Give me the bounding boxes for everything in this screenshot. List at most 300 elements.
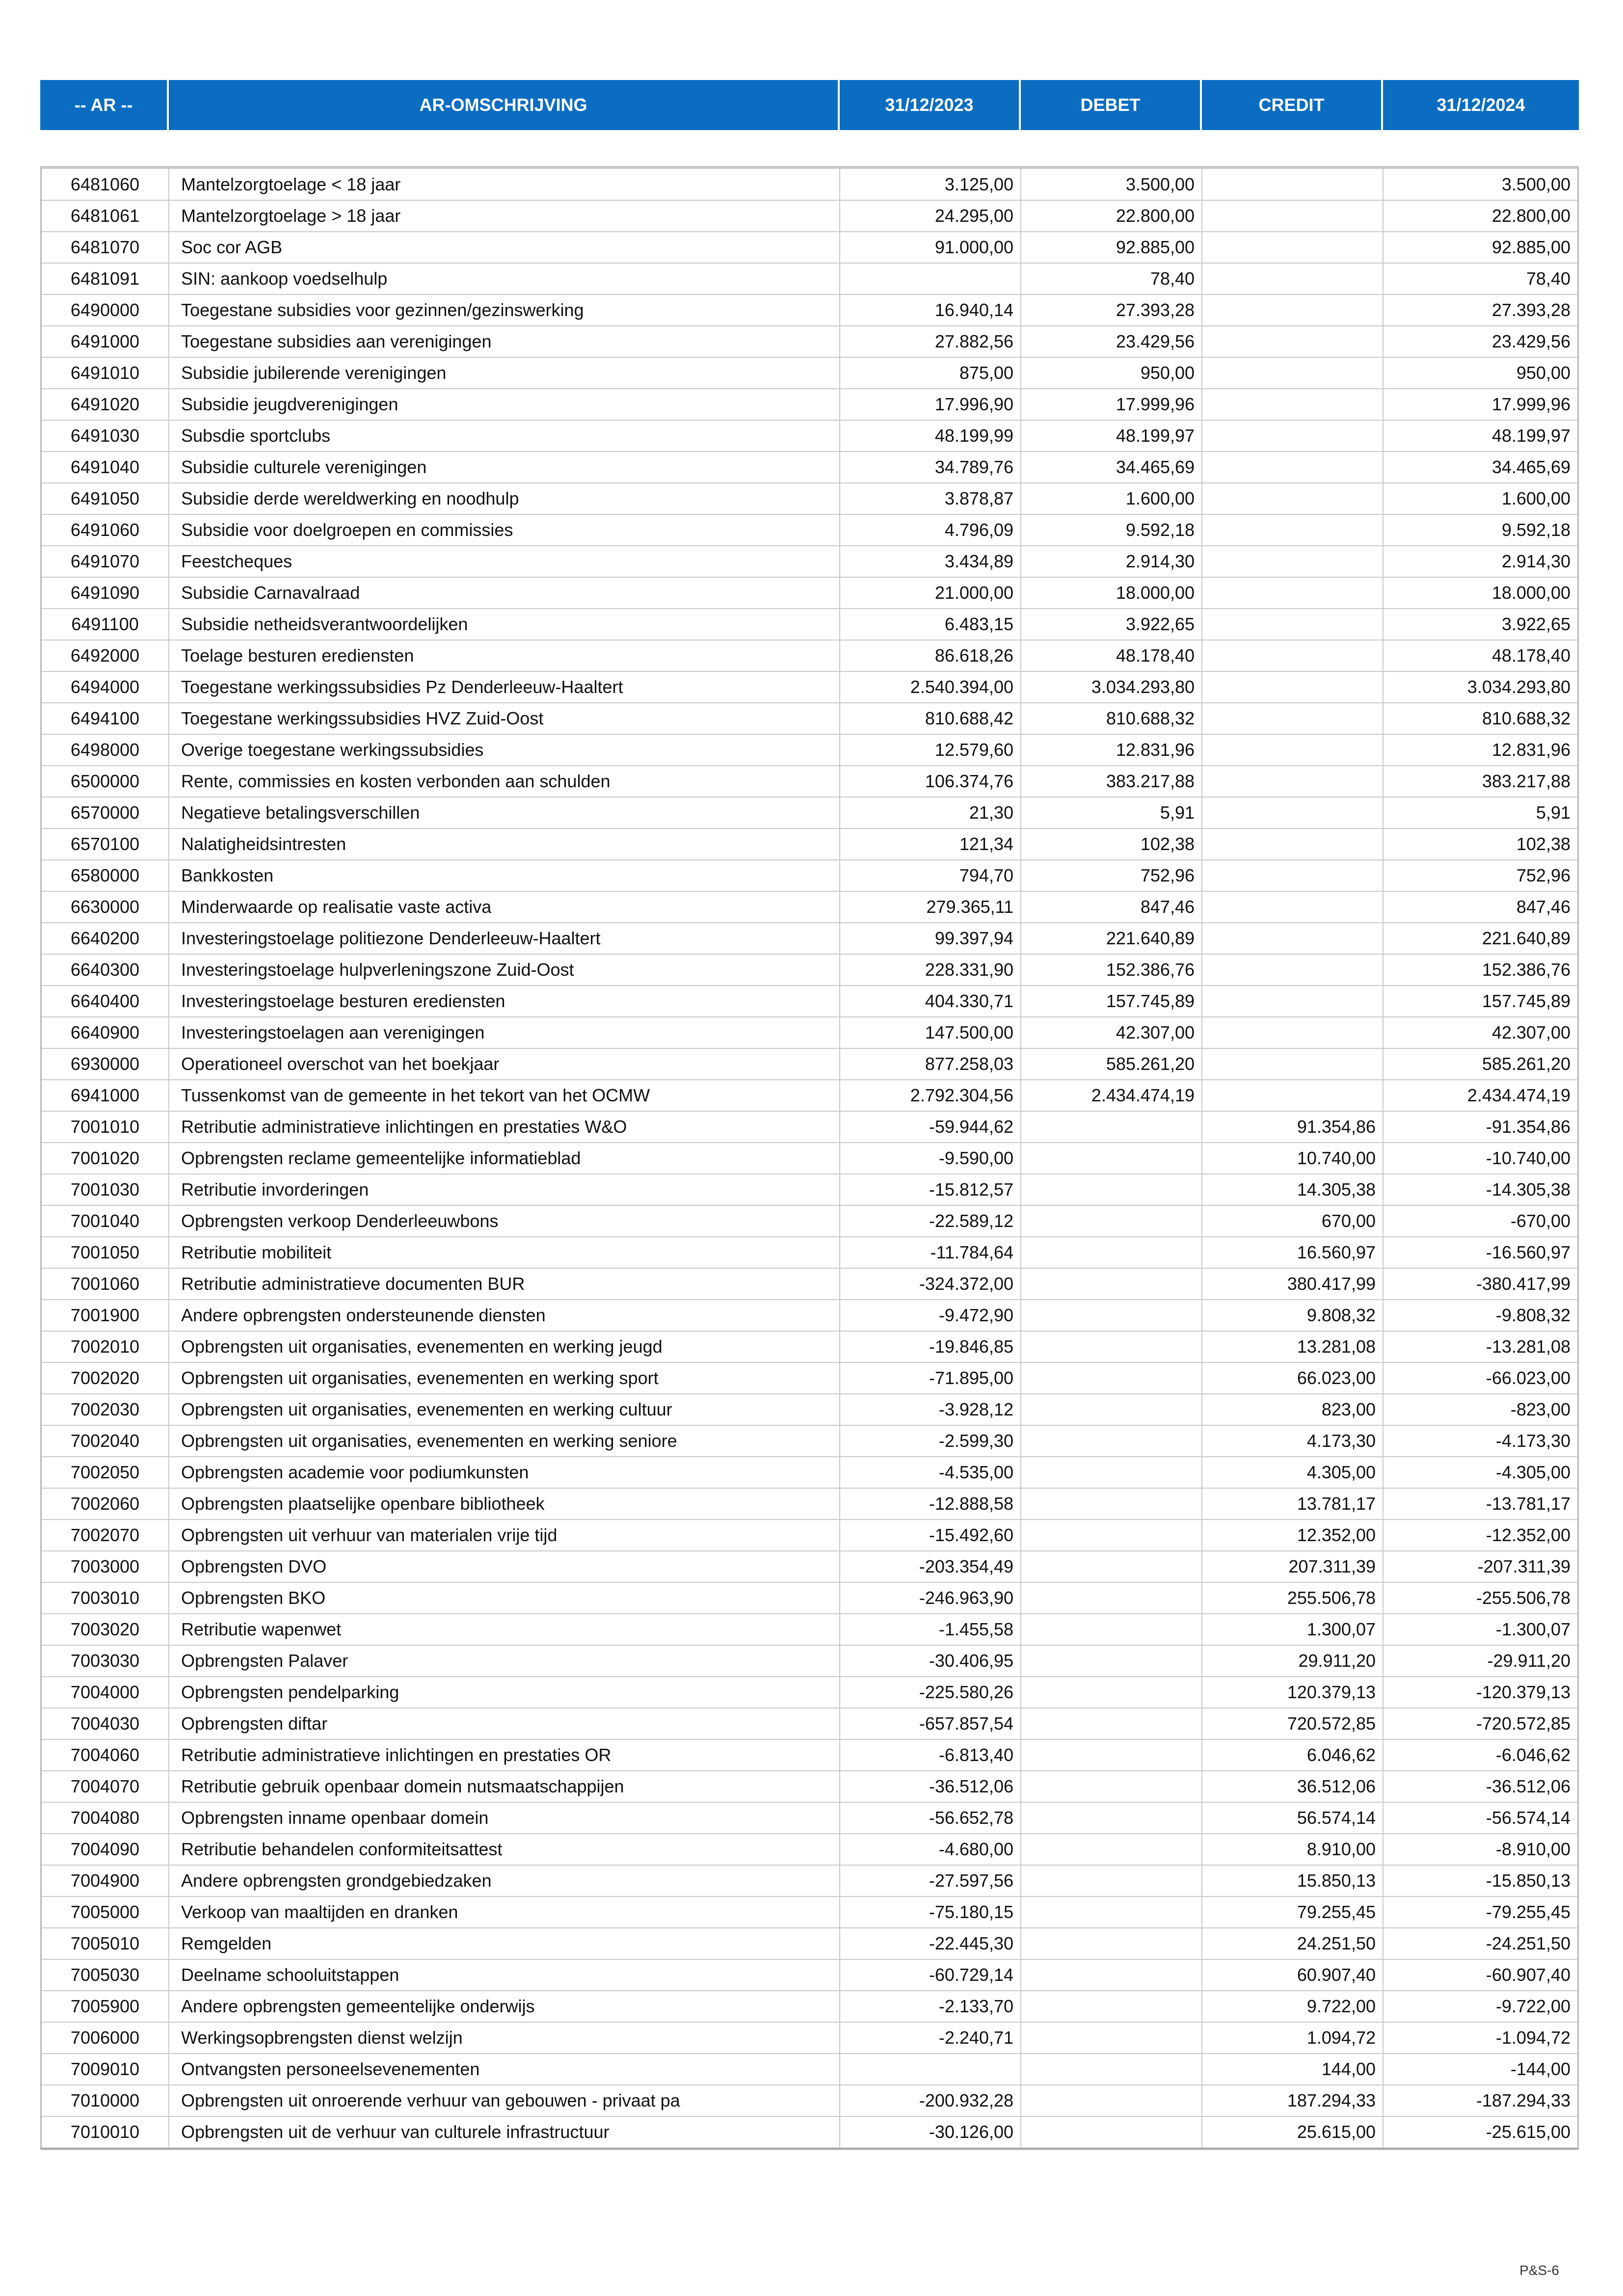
account-code-cell: 7003030	[42, 1645, 169, 1677]
table-row	[42, 671, 1577, 703]
balance-2024-cell: -10.740,00	[1383, 1143, 1577, 1174]
balance-2023-cell: 2.540.394,00	[840, 671, 1021, 703]
account-code-cell: 7003020	[42, 1614, 169, 1645]
table-row	[42, 2054, 1577, 2085]
credit-cell	[1202, 420, 1383, 452]
debet-cell: 1.600,00	[1021, 483, 1202, 514]
table-row	[42, 483, 1577, 514]
balance-2024-cell: 12.831,96	[1383, 734, 1577, 766]
credit-cell: 16.560,97	[1202, 1237, 1383, 1268]
account-code-cell: 6570100	[42, 828, 169, 860]
balance-2023-cell: 794,70	[840, 860, 1021, 891]
debet-cell: 42.307,00	[1021, 1017, 1202, 1048]
description-cell: Ontvangsten personeelsevenementen	[169, 2054, 840, 2085]
balance-2024-cell: 152.386,76	[1383, 954, 1577, 986]
balance-2023-cell: -15.812,57	[840, 1174, 1021, 1205]
debet-cell: 585.261,20	[1021, 1048, 1202, 1080]
account-code-cell: 6492000	[42, 640, 169, 671]
credit-cell: 1.300,07	[1202, 1614, 1383, 1645]
balance-2023-cell: -59.944,62	[840, 1111, 1021, 1143]
balance-2023-cell: -2.240,71	[840, 2022, 1021, 2054]
balance-2024-cell: -720.572,85	[1383, 1708, 1577, 1739]
credit-cell	[1202, 986, 1383, 1017]
column-header-debet: DEBET	[1021, 80, 1202, 130]
table-row	[42, 1331, 1577, 1362]
credit-cell: 79.255,45	[1202, 1896, 1383, 1928]
account-code-cell: 7004070	[42, 1771, 169, 1802]
description-cell: Opbrengsten reclame gemeentelijke informatieblad	[169, 1143, 840, 1174]
balance-2024-cell: -25.615,00	[1383, 2116, 1577, 2148]
balance-2023-cell: -75.180,15	[840, 1896, 1021, 1928]
balance-2024-cell: -13.781,17	[1383, 1488, 1577, 1520]
table-row	[42, 1771, 1577, 1802]
debet-cell: 752,96	[1021, 860, 1202, 891]
credit-cell	[1202, 828, 1383, 860]
debet-cell	[1021, 1174, 1202, 1205]
description-cell: Rente, commissies en kosten verbonden aan schulden	[169, 766, 840, 797]
balance-2023-cell: -27.597,56	[840, 1865, 1021, 1896]
credit-cell: 12.352,00	[1202, 1520, 1383, 1551]
credit-cell: 144,00	[1202, 2054, 1383, 2085]
balance-2024-cell: 9.592,18	[1383, 514, 1577, 546]
description-cell: Subsdie sportclubs	[169, 420, 840, 452]
balance-2024-cell: 27.393,28	[1383, 294, 1577, 326]
balance-2023-cell: 3.434,89	[840, 546, 1021, 577]
credit-cell	[1202, 609, 1383, 640]
account-code-cell: 6491040	[42, 452, 169, 483]
description-cell: Feestcheques	[169, 546, 840, 577]
credit-cell	[1202, 326, 1383, 357]
balance-2023-cell: -2.133,70	[840, 1991, 1021, 2022]
account-code-cell: 6491070	[42, 546, 169, 577]
table-row	[42, 1959, 1577, 1991]
description-cell: Retributie gebruik openbaar domein nutsmaatschappijen	[169, 1771, 840, 1802]
account-code-cell: 6481070	[42, 232, 169, 263]
account-code-cell: 7002060	[42, 1488, 169, 1520]
debet-cell	[1021, 2116, 1202, 2148]
debet-cell: 3.922,65	[1021, 609, 1202, 640]
account-code-cell: 7010000	[42, 2085, 169, 2116]
credit-cell	[1202, 357, 1383, 389]
credit-cell	[1202, 169, 1383, 200]
table-row	[42, 2116, 1577, 2148]
table-row	[42, 891, 1577, 923]
balance-2023-cell: -71.895,00	[840, 1362, 1021, 1394]
table-row	[42, 860, 1577, 891]
balance-2024-cell: -24.251,50	[1383, 1928, 1577, 1959]
balance-2024-cell: 221.640,89	[1383, 923, 1577, 954]
account-code-cell: 7001050	[42, 1237, 169, 1268]
table-row	[42, 263, 1577, 294]
balance-2023-cell: 16.940,14	[840, 294, 1021, 326]
debet-cell	[1021, 1802, 1202, 1834]
credit-cell: 4.173,30	[1202, 1425, 1383, 1457]
account-code-cell: 7005000	[42, 1896, 169, 1928]
table-row	[42, 1080, 1577, 1111]
table-row	[42, 1048, 1577, 1080]
table-row	[42, 1362, 1577, 1394]
description-cell: SIN: aankoop voedselhulp	[169, 263, 840, 294]
credit-cell	[1202, 389, 1383, 420]
page-number: P&S-6	[1519, 2263, 1559, 2278]
table-row	[42, 1991, 1577, 2022]
balance-2024-cell: 102,38	[1383, 828, 1577, 860]
credit-cell: 56.574,14	[1202, 1802, 1383, 1834]
balance-2023-cell: 99.397,94	[840, 923, 1021, 954]
balance-2024-cell: 17.999,96	[1383, 389, 1577, 420]
balance-2023-cell: 17.996,90	[840, 389, 1021, 420]
balance-2024-cell: 810.688,32	[1383, 703, 1577, 734]
balance-2024-cell: -144,00	[1383, 2054, 1577, 2085]
account-code-cell: 6491050	[42, 483, 169, 514]
account-code-cell: 6481091	[42, 263, 169, 294]
balance-2024-cell: -16.560,97	[1383, 1237, 1577, 1268]
table-row	[42, 1268, 1577, 1300]
description-cell: Investeringstoelage besturen erediensten	[169, 986, 840, 1017]
balance-2023-cell: -2.599,30	[840, 1425, 1021, 1457]
description-cell: Negatieve betalingsverschillen	[169, 797, 840, 828]
debet-cell	[1021, 1771, 1202, 1802]
balance-2024-cell: 5,91	[1383, 797, 1577, 828]
balance-2023-cell: 279.365,11	[840, 891, 1021, 923]
description-cell: Nalatigheidsintresten	[169, 828, 840, 860]
balance-2023-cell: 147.500,00	[840, 1017, 1021, 1048]
debet-cell: 152.386,76	[1021, 954, 1202, 986]
description-cell: Andere opbrengsten grondgebiedzaken	[169, 1865, 840, 1896]
debet-cell: 17.999,96	[1021, 389, 1202, 420]
balance-2023-cell: -30.126,00	[840, 2116, 1021, 2148]
credit-cell	[1202, 452, 1383, 483]
description-cell: Investeringstoelage hulpverleningszone Zuid-Oost	[169, 954, 840, 986]
credit-cell	[1202, 954, 1383, 986]
balance-2023-cell: 12.579,60	[840, 734, 1021, 766]
table-row	[42, 1551, 1577, 1582]
description-cell: Subsidie jeugdverenigingen	[169, 389, 840, 420]
balance-2024-cell: 383.217,88	[1383, 766, 1577, 797]
credit-cell: 13.281,08	[1202, 1331, 1383, 1362]
table-row	[42, 420, 1577, 452]
account-code-cell: 7005010	[42, 1928, 169, 1959]
balance-2024-cell: 585.261,20	[1383, 1048, 1577, 1080]
description-cell: Retributie invorderingen	[169, 1174, 840, 1205]
account-code-cell: 6494100	[42, 703, 169, 734]
balance-2024-cell: 23.429,56	[1383, 326, 1577, 357]
debet-cell	[1021, 1865, 1202, 1896]
debet-cell	[1021, 1205, 1202, 1237]
description-cell: Retributie administratieve documenten BUR	[169, 1268, 840, 1300]
balance-2023-cell: 404.330,71	[840, 986, 1021, 1017]
debet-cell: 27.393,28	[1021, 294, 1202, 326]
balance-2023-cell: -4.680,00	[840, 1834, 1021, 1865]
description-cell: Remgelden	[169, 1928, 840, 1959]
description-cell: Toegestane werkingssubsidies Pz Denderleeuw-Haaltert	[169, 671, 840, 703]
debet-cell	[1021, 2022, 1202, 2054]
table-row	[42, 326, 1577, 357]
description-cell: Andere opbrengsten gemeentelijke onderwijs	[169, 1991, 840, 2022]
table-row	[42, 986, 1577, 1017]
balance-2024-cell: 1.600,00	[1383, 483, 1577, 514]
description-cell: Opbrengsten uit de verhuur van culturele infrastructuur	[169, 2116, 840, 2148]
balance-2023-cell: 4.796,09	[840, 514, 1021, 546]
account-code-cell: 6481061	[42, 200, 169, 232]
account-code-cell: 6500000	[42, 766, 169, 797]
balance-2023-cell: 106.374,76	[840, 766, 1021, 797]
description-cell: Deelname schooluitstappen	[169, 1959, 840, 1991]
balance-2024-cell: 3.500,00	[1383, 169, 1577, 200]
account-code-cell: 7001020	[42, 1143, 169, 1174]
credit-cell: 4.305,00	[1202, 1457, 1383, 1488]
balance-2024-cell: -9.808,32	[1383, 1300, 1577, 1331]
table-row	[42, 1237, 1577, 1268]
balance-2023-cell: -324.372,00	[840, 1268, 1021, 1300]
credit-cell	[1202, 514, 1383, 546]
account-code-cell: 6481060	[42, 169, 169, 200]
balance-2023-cell: -56.652,78	[840, 1802, 1021, 1834]
table-row	[42, 923, 1577, 954]
account-code-cell: 7001040	[42, 1205, 169, 1237]
balance-2024-cell: -207.311,39	[1383, 1551, 1577, 1582]
description-cell: Subsidie Carnavalraad	[169, 577, 840, 609]
credit-cell: 9.808,32	[1202, 1300, 1383, 1331]
balance-2023-cell: 121,34	[840, 828, 1021, 860]
account-code-cell: 6491010	[42, 357, 169, 389]
balance-2024-cell: 752,96	[1383, 860, 1577, 891]
balance-2024-cell: -1.300,07	[1383, 1614, 1577, 1645]
table-row	[42, 389, 1577, 420]
description-cell: Subsidie voor doelgroepen en commissies	[169, 514, 840, 546]
credit-cell: 36.512,06	[1202, 1771, 1383, 1802]
debet-cell: 383.217,88	[1021, 766, 1202, 797]
debet-cell: 9.592,18	[1021, 514, 1202, 546]
balance-2023-cell: 34.789,76	[840, 452, 1021, 483]
balance-2023-cell: -19.846,85	[840, 1331, 1021, 1362]
description-cell: Opbrengsten uit organisaties, evenementen en werking sport	[169, 1362, 840, 1394]
description-cell: Overige toegestane werkingssubsidies	[169, 734, 840, 766]
credit-cell: 29.911,20	[1202, 1645, 1383, 1677]
description-cell: Minderwaarde op realisatie vaste activa	[169, 891, 840, 923]
description-cell: Opbrengsten diftar	[169, 1708, 840, 1739]
description-cell: Opbrengsten uit onroerende verhuur van gebouwen - privaat pa	[169, 2085, 840, 2116]
table-row	[42, 200, 1577, 232]
credit-cell: 380.417,99	[1202, 1268, 1383, 1300]
table-row	[42, 1143, 1577, 1174]
debet-cell: 221.640,89	[1021, 923, 1202, 954]
description-cell: Opbrengsten BKO	[169, 1582, 840, 1614]
column-header-ar: -- AR --	[40, 80, 169, 130]
column-header-2024: 31/12/2024	[1437, 95, 1525, 115]
table-row	[42, 1802, 1577, 1834]
table-row	[42, 703, 1577, 734]
account-code-cell: 7004060	[42, 1739, 169, 1771]
table-row	[42, 1394, 1577, 1425]
account-code-cell: 6498000	[42, 734, 169, 766]
credit-cell	[1202, 766, 1383, 797]
credit-cell: 255.506,78	[1202, 1582, 1383, 1614]
debet-cell	[1021, 1708, 1202, 1739]
description-cell: Retributie mobiliteit	[169, 1237, 840, 1268]
credit-cell: 8.910,00	[1202, 1834, 1383, 1865]
debet-cell	[1021, 1959, 1202, 1991]
balance-2023-cell: 24.295,00	[840, 200, 1021, 232]
account-code-cell: 6580000	[42, 860, 169, 891]
credit-cell	[1202, 923, 1383, 954]
table-row	[42, 1645, 1577, 1677]
debet-cell	[1021, 1582, 1202, 1614]
credit-cell: 670,00	[1202, 1205, 1383, 1237]
table-row	[42, 1739, 1577, 1771]
balance-2023-cell: -203.354,49	[840, 1551, 1021, 1582]
debet-cell: 92.885,00	[1021, 232, 1202, 263]
table-row	[42, 609, 1577, 640]
balance-2023-cell: 877.258,03	[840, 1048, 1021, 1080]
debet-cell	[1021, 1614, 1202, 1645]
table-row	[42, 1520, 1577, 1551]
debet-cell: 102,38	[1021, 828, 1202, 860]
account-code-cell: 7002040	[42, 1425, 169, 1457]
description-cell: Toegestane werkingssubsidies HVZ Zuid-Oost	[169, 703, 840, 734]
debet-cell: 950,00	[1021, 357, 1202, 389]
credit-cell: 91.354,86	[1202, 1111, 1383, 1143]
balance-2024-cell: 22.800,00	[1383, 200, 1577, 232]
description-cell: Opbrengsten uit organisaties, evenementen en werking seniore	[169, 1425, 840, 1457]
description-cell: Subsidie netheidsverantwoordelijken	[169, 609, 840, 640]
debet-cell	[1021, 1111, 1202, 1143]
table-row	[42, 1017, 1577, 1048]
balance-2024-cell: -29.911,20	[1383, 1645, 1577, 1677]
table-body	[42, 169, 1577, 2148]
debet-cell: 847,46	[1021, 891, 1202, 923]
table-row	[42, 1614, 1577, 1645]
table-row	[42, 1457, 1577, 1488]
account-code-cell: 7009010	[42, 2054, 169, 2085]
description-cell: Soc cor AGB	[169, 232, 840, 263]
balance-2024-cell: -79.255,45	[1383, 1896, 1577, 1928]
account-code-cell: 7004000	[42, 1677, 169, 1708]
balance-2023-cell: 2.792.304,56	[840, 1080, 1021, 1111]
account-code-cell: 7002020	[42, 1362, 169, 1394]
column-header-description: AR-OMSCHRIJVING	[169, 80, 840, 130]
account-code-cell: 7003000	[42, 1551, 169, 1582]
debet-cell	[1021, 1739, 1202, 1771]
balance-2023-cell: -12.888,58	[840, 1488, 1021, 1520]
credit-cell	[1202, 703, 1383, 734]
debet-cell: 12.831,96	[1021, 734, 1202, 766]
table-row	[42, 169, 1577, 200]
balance-2024-cell: -6.046,62	[1383, 1739, 1577, 1771]
account-code-cell: 7004080	[42, 1802, 169, 1834]
account-code-cell: 6941000	[42, 1080, 169, 1111]
balance-2024-cell: -4.305,00	[1383, 1457, 1577, 1488]
balance-2024-cell: -60.907,40	[1383, 1959, 1577, 1991]
table-row	[42, 766, 1577, 797]
debet-cell	[1021, 1520, 1202, 1551]
account-code-cell: 6640400	[42, 986, 169, 1017]
credit-cell: 15.850,13	[1202, 1865, 1383, 1896]
credit-cell	[1202, 1048, 1383, 1080]
debet-cell	[1021, 1457, 1202, 1488]
account-code-cell: 6640300	[42, 954, 169, 986]
balance-2023-cell: -9.590,00	[840, 1143, 1021, 1174]
debet-cell	[1021, 1991, 1202, 2022]
table-row	[42, 452, 1577, 483]
account-code-cell: 7003010	[42, 1582, 169, 1614]
account-code-cell: 6491090	[42, 577, 169, 609]
credit-cell: 10.740,00	[1202, 1143, 1383, 1174]
debet-cell	[1021, 1143, 1202, 1174]
credit-cell: 66.023,00	[1202, 1362, 1383, 1394]
debet-cell: 3.500,00	[1021, 169, 1202, 200]
account-code-cell: 6630000	[42, 891, 169, 923]
debet-cell	[1021, 1645, 1202, 1677]
debet-cell	[1021, 1331, 1202, 1362]
debet-cell: 23.429,56	[1021, 326, 1202, 357]
balance-2023-cell: 48.199,99	[840, 420, 1021, 452]
credit-cell: 187.294,33	[1202, 2085, 1383, 2116]
account-code-cell: 6494000	[42, 671, 169, 703]
balance-2023-cell: -60.729,14	[840, 1959, 1021, 1991]
table-row	[42, 828, 1577, 860]
balance-2024-cell: -120.379,13	[1383, 1677, 1577, 1708]
debet-cell: 48.178,40	[1021, 640, 1202, 671]
balance-2024-cell: 92.885,00	[1383, 232, 1577, 263]
credit-cell: 6.046,62	[1202, 1739, 1383, 1771]
table-row	[42, 1708, 1577, 1739]
credit-cell: 24.251,50	[1202, 1928, 1383, 1959]
description-cell: Retributie administratieve inlichtingen en prestaties W&O	[169, 1111, 840, 1143]
credit-cell	[1202, 200, 1383, 232]
table-row	[42, 1928, 1577, 1959]
balance-2024-cell: -187.294,33	[1383, 2085, 1577, 2116]
description-cell: Opbrengsten uit organisaties, evenementen en werking cultuur	[169, 1394, 840, 1425]
account-code-cell: 6491000	[42, 326, 169, 357]
balance-2023-cell	[840, 2054, 1021, 2085]
description-cell: Retributie behandelen conformiteitsattest	[169, 1834, 840, 1865]
description-cell: Bankkosten	[169, 860, 840, 891]
balance-2024-cell: 3.034.293,80	[1383, 671, 1577, 703]
credit-cell: 25.615,00	[1202, 2116, 1383, 2148]
balance-2024-cell: 2.434.474,19	[1383, 1080, 1577, 1111]
credit-cell	[1202, 1080, 1383, 1111]
credit-cell	[1202, 294, 1383, 326]
balance-2023-cell: 3.878,87	[840, 483, 1021, 514]
balance-2024-cell: -823,00	[1383, 1394, 1577, 1425]
table-row	[42, 1896, 1577, 1928]
debet-cell	[1021, 1896, 1202, 1928]
account-code-cell: 7005030	[42, 1959, 169, 1991]
balance-2024-cell: -56.574,14	[1383, 1802, 1577, 1834]
balance-2023-cell: 27.882,56	[840, 326, 1021, 357]
description-cell: Toegestane subsidies voor gezinnen/gezinswerking	[169, 294, 840, 326]
debet-cell: 3.034.293,80	[1021, 671, 1202, 703]
balance-2023-cell: -11.784,64	[840, 1237, 1021, 1268]
balance-2024-cell: 78,40	[1383, 263, 1577, 294]
debet-cell	[1021, 1488, 1202, 1520]
table-row	[42, 1425, 1577, 1457]
balance-2024-cell: -13.281,08	[1383, 1331, 1577, 1362]
table-row	[42, 2022, 1577, 2054]
description-cell: Opbrengsten verkoop Denderleeuwbons	[169, 1205, 840, 1237]
account-code-cell: 7002050	[42, 1457, 169, 1488]
balance-2023-cell: -22.445,30	[840, 1928, 1021, 1959]
debet-cell: 48.199,97	[1021, 420, 1202, 452]
balance-2024-cell: -670,00	[1383, 1205, 1577, 1237]
credit-cell: 60.907,40	[1202, 1959, 1383, 1991]
account-code-cell: 6570000	[42, 797, 169, 828]
debet-cell	[1021, 1237, 1202, 1268]
balance-2023-cell: 86.618,26	[840, 640, 1021, 671]
table-row	[42, 294, 1577, 326]
balance-2023-cell: 91.000,00	[840, 232, 1021, 263]
